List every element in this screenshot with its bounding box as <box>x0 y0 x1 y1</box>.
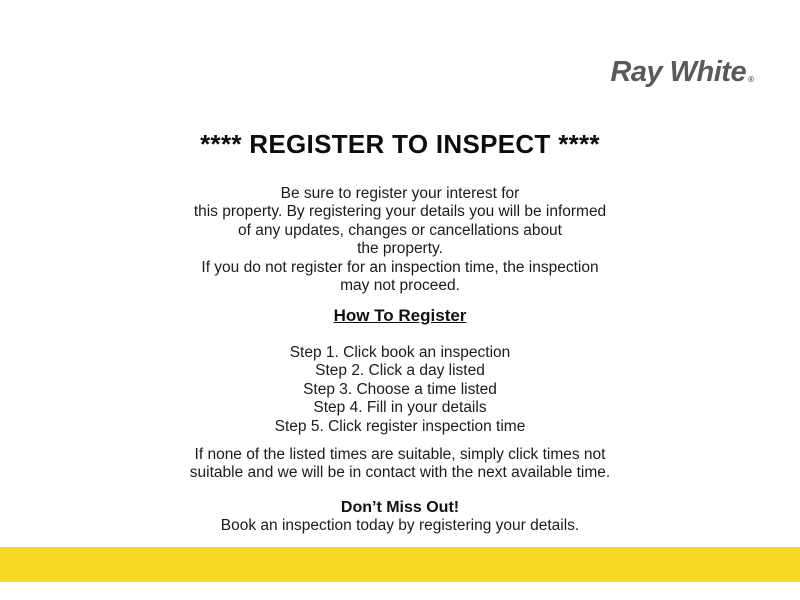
step-line: Step 4. Fill in your details <box>313 399 487 417</box>
cta-heading: Don’t Miss Out! <box>340 499 460 516</box>
cta-line: Book an inspection today by registering your details. <box>220 517 580 535</box>
step-line: Step 5. Click register inspection time <box>274 417 526 435</box>
ray-white-logo <box>610 56 754 89</box>
headline: **** REGISTER TO INSPECT **** <box>200 129 600 159</box>
fallback-paragraph <box>0 446 800 483</box>
intro-line: may not proceed. <box>340 277 460 295</box>
ray-white-logo-text: Ray White <box>610 56 747 88</box>
how-to-register-label: How To Register <box>333 306 467 325</box>
registered-trademark-icon: ® <box>748 75 754 84</box>
how-to-register-heading <box>0 307 800 325</box>
step-line: Step 3. Choose a time listed <box>303 380 497 398</box>
intro-line: Be sure to register your interest for <box>280 185 520 202</box>
step-line: Step 1. Click book an inspection <box>289 344 511 361</box>
cta-block <box>0 499 800 536</box>
steps-list <box>0 344 800 436</box>
intro-line: If you do not register for an inspection time, the inspection <box>201 258 599 276</box>
intro-line: of any updates, changes or cancellations about <box>237 221 562 239</box>
brand-yellow-bar <box>0 547 800 582</box>
intro-line: this property. By registering your details you will be informed <box>193 203 607 221</box>
fallback-line: If none of the listed times are suitable, simply click times not <box>194 446 606 463</box>
intro-line: the property. <box>357 240 443 258</box>
intro-paragraph <box>0 185 800 295</box>
fallback-line: suitable and we will be in contact with the next available time. <box>189 464 611 482</box>
step-line: Step 2. Click a day listed <box>315 362 485 380</box>
